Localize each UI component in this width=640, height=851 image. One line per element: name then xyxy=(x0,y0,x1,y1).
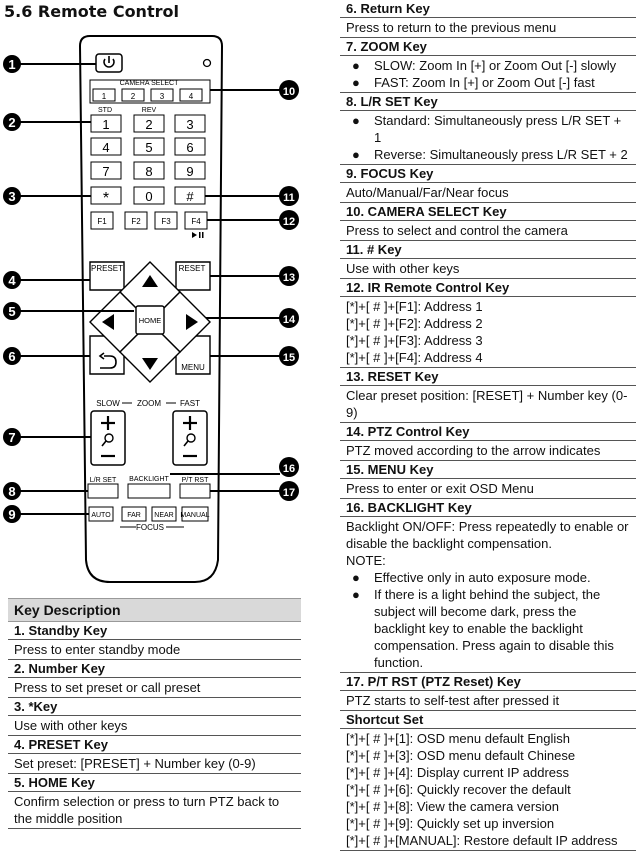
cam-key-3: 3 xyxy=(159,92,165,101)
key-desc: ● SLOW: Zoom In [+] or Zoom Out [-] slowly ● FAST: Zoom In [+] or Zoom Out [-] fast xyxy=(340,56,636,93)
num-1: 1 xyxy=(102,117,110,132)
ir-line: [*]+[ # ]+[F1]: Address 1 xyxy=(346,299,483,314)
key-desc: Set preset: [PRESET] + Number key (0-9) xyxy=(8,754,301,774)
callout-16: 16 xyxy=(282,463,296,475)
shortcut-line: [*]+[ # ]+[MANUAL]: Restore default IP address xyxy=(346,833,618,848)
callout-6: 6 xyxy=(8,349,16,364)
num-0: 0 xyxy=(145,189,153,204)
preset-label: PRESET xyxy=(90,264,124,273)
key-title: 10. CAMERA SELECT Key xyxy=(340,203,636,221)
key-desc xyxy=(340,297,636,368)
f3-key: F3 xyxy=(161,217,171,226)
key-title: 7. ZOOM Key xyxy=(340,38,636,56)
lrset-label: L/R SET xyxy=(89,477,117,484)
bullet-text: Standard: Simultaneously press L/R SET + 1 xyxy=(374,113,622,145)
cam-key-1: 1 xyxy=(101,92,107,101)
key-description-table xyxy=(8,598,301,829)
key-desc: Use with other keys xyxy=(340,259,636,279)
num-8: 8 xyxy=(145,164,153,179)
num-7: 7 xyxy=(102,164,110,179)
shortcut-line: [*]+[ # ]+[1]: OSD menu default English xyxy=(346,731,571,746)
callout-11: 11 xyxy=(283,192,295,204)
bullet-text: SLOW: Zoom In [+] or Zoom Out [-] slowly xyxy=(374,58,617,73)
near-key: NEAR xyxy=(154,512,174,519)
key-desc: Press to set preset or call preset xyxy=(8,678,301,698)
key-desc: ● Standard: Simultaneously press L/R SET + 1 ● Reverse: Simultaneously press L/R SET + 2 xyxy=(340,111,636,165)
key-desc: PTZ moved according to the arrow indicates xyxy=(340,441,636,461)
rev-label: REV xyxy=(141,107,157,114)
num-3: 3 xyxy=(186,117,194,132)
section-title: 5.6 Remote Control xyxy=(4,2,179,21)
key-desc: Use with other keys xyxy=(8,716,301,736)
callout-10: 10 xyxy=(282,86,296,98)
home-label: HOME xyxy=(138,316,162,325)
shortcut-list xyxy=(340,729,636,851)
ir-line: [*]+[ # ]+[F2]: Address 2 xyxy=(346,316,483,331)
ir-line: [*]+[ # ]+[F3]: Address 3 xyxy=(346,333,483,348)
focus-label: FOCUS xyxy=(136,523,164,532)
key-desc: Auto/Manual/Far/Near focus xyxy=(340,183,636,203)
ptrst-label: P/T RST xyxy=(181,477,209,484)
num-2: 2 xyxy=(145,117,153,132)
backlight-desc: Backlight ON/OFF: Press repeatedly to enable or disable the backlight compensation. xyxy=(346,519,629,551)
backlight-label: BACKLIGHT xyxy=(129,476,169,483)
key-desc: Confirm selection or press to turn PTZ back to the middle position xyxy=(8,792,301,829)
menu-label: MENU xyxy=(181,363,205,372)
callout-5: 5 xyxy=(8,304,16,319)
key-title: 9. FOCUS Key xyxy=(340,165,636,183)
callout-1: 1 xyxy=(8,57,16,72)
callout-14: 14 xyxy=(282,314,296,326)
note-label: NOTE: xyxy=(346,553,386,568)
key-title: 11. # Key xyxy=(340,241,636,259)
key-title: 2. Number Key xyxy=(8,660,301,678)
cam-key-4: 4 xyxy=(188,92,194,101)
callout-2: 2 xyxy=(8,115,16,130)
fast-label: FAST xyxy=(179,399,201,408)
num-5: 5 xyxy=(145,140,153,155)
shortcut-line: [*]+[ # ]+[4]: Display current IP address xyxy=(346,765,570,780)
callout-8: 8 xyxy=(8,484,16,499)
callout-17: 17 xyxy=(282,487,296,499)
ir-line: [*]+[ # ]+[F4]: Address 4 xyxy=(346,350,483,365)
key-desc: Backlight ON/OFF: Press repeatedly to enable or disable the backlight compensation. NOTE: ● Effective only in auto exposure mode. ● If there is a light behind the subject, the subject will become dark, press the backlight key to enable the backlight compensation. Press again to disable this function. xyxy=(340,517,636,673)
callout-9: 9 xyxy=(8,507,16,522)
callout-7: 7 xyxy=(8,430,16,445)
key-title: 13. RESET Key xyxy=(340,368,636,386)
shortcut-line: [*]+[ # ]+[6]: Quickly recover the default xyxy=(346,782,571,797)
key-title: 3. *Key xyxy=(8,698,301,716)
key-desc: Press to select and control the camera xyxy=(340,221,636,241)
key-desc: PTZ starts to self-test after pressed it xyxy=(340,691,636,711)
shortcut-title: Shortcut Set xyxy=(340,711,636,729)
key-title: 17. P/T RST (PTZ Reset) Key xyxy=(340,673,636,691)
key-description-header: Key Description xyxy=(8,598,301,622)
lrset-button xyxy=(88,484,118,498)
callout-4: 4 xyxy=(8,273,16,288)
bullet-text: FAST: Zoom In [+] or Zoom Out [-] fast xyxy=(374,75,595,90)
reset-label: RESET xyxy=(178,264,206,273)
bullet-text: If there is a light behind the subject, the subject will become dark, press the backlight key to enable the backlight compensation. Press again to disable this function. xyxy=(374,587,614,670)
num-6: 6 xyxy=(186,140,194,155)
num-9: 9 xyxy=(186,164,194,179)
bullet-text: Reverse: Simultaneously press L/R SET + 2 xyxy=(374,147,628,162)
key-desc: Press to enter or exit OSD Menu xyxy=(340,479,636,499)
key-desc: Press to return to the previous menu xyxy=(340,18,636,38)
ir-led xyxy=(204,60,211,67)
zoom-label: ZOOM xyxy=(137,399,161,408)
callout-12: 12 xyxy=(282,216,296,228)
bullet-text: Effective only in auto exposure mode. xyxy=(374,570,591,585)
key-desc: Press to enter standby mode xyxy=(8,640,301,660)
key-title: 6. Return Key xyxy=(340,0,636,18)
callout-13: 13 xyxy=(282,272,296,284)
key-title: 8. L/R SET Key xyxy=(340,93,636,111)
key-title: 1. Standby Key xyxy=(8,622,301,640)
backlight-button xyxy=(128,484,170,498)
shortcut-line: [*]+[ # ]+[9]: Quickly set up inversion xyxy=(346,816,555,831)
key-title: 16. BACKLIGHT Key xyxy=(340,499,636,517)
key-title: 4. PRESET Key xyxy=(8,736,301,754)
f2-key: F2 xyxy=(131,217,141,226)
hash-key: # xyxy=(186,189,194,204)
cam-key-2: 2 xyxy=(130,92,136,101)
slow-label: SLOW xyxy=(96,399,120,408)
shortcut-line: [*]+[ # ]+[3]: OSD menu default Chinese xyxy=(346,748,576,763)
key-title: 5. HOME Key xyxy=(8,774,301,792)
callout-15: 15 xyxy=(282,352,296,364)
key-title: 15. MENU Key xyxy=(340,461,636,479)
ptrst-button xyxy=(180,484,210,498)
manual-key: MANUAL xyxy=(180,512,210,519)
f4-key: F4 xyxy=(191,217,201,226)
remote-illustration xyxy=(0,26,310,616)
key-desc: Clear preset position: [RESET] + Number key (0-9) xyxy=(340,386,636,423)
shortcut-line: [*]+[ # ]+[8]: View the camera version xyxy=(346,799,559,814)
f1-key: F1 xyxy=(97,217,107,226)
auto-key: AUTO xyxy=(91,512,111,519)
key-description-table-continued xyxy=(340,0,636,851)
camera-select-label: CAMERA SELECT xyxy=(119,80,179,87)
callout-3: 3 xyxy=(8,189,16,204)
key-title: 12. IR Remote Control Key xyxy=(340,279,636,297)
key-title: 14. PTZ Control Key xyxy=(340,423,636,441)
std-label: STD xyxy=(98,107,112,114)
far-key: FAR xyxy=(127,512,141,519)
star-key: * xyxy=(102,190,110,207)
num-4: 4 xyxy=(102,140,110,155)
